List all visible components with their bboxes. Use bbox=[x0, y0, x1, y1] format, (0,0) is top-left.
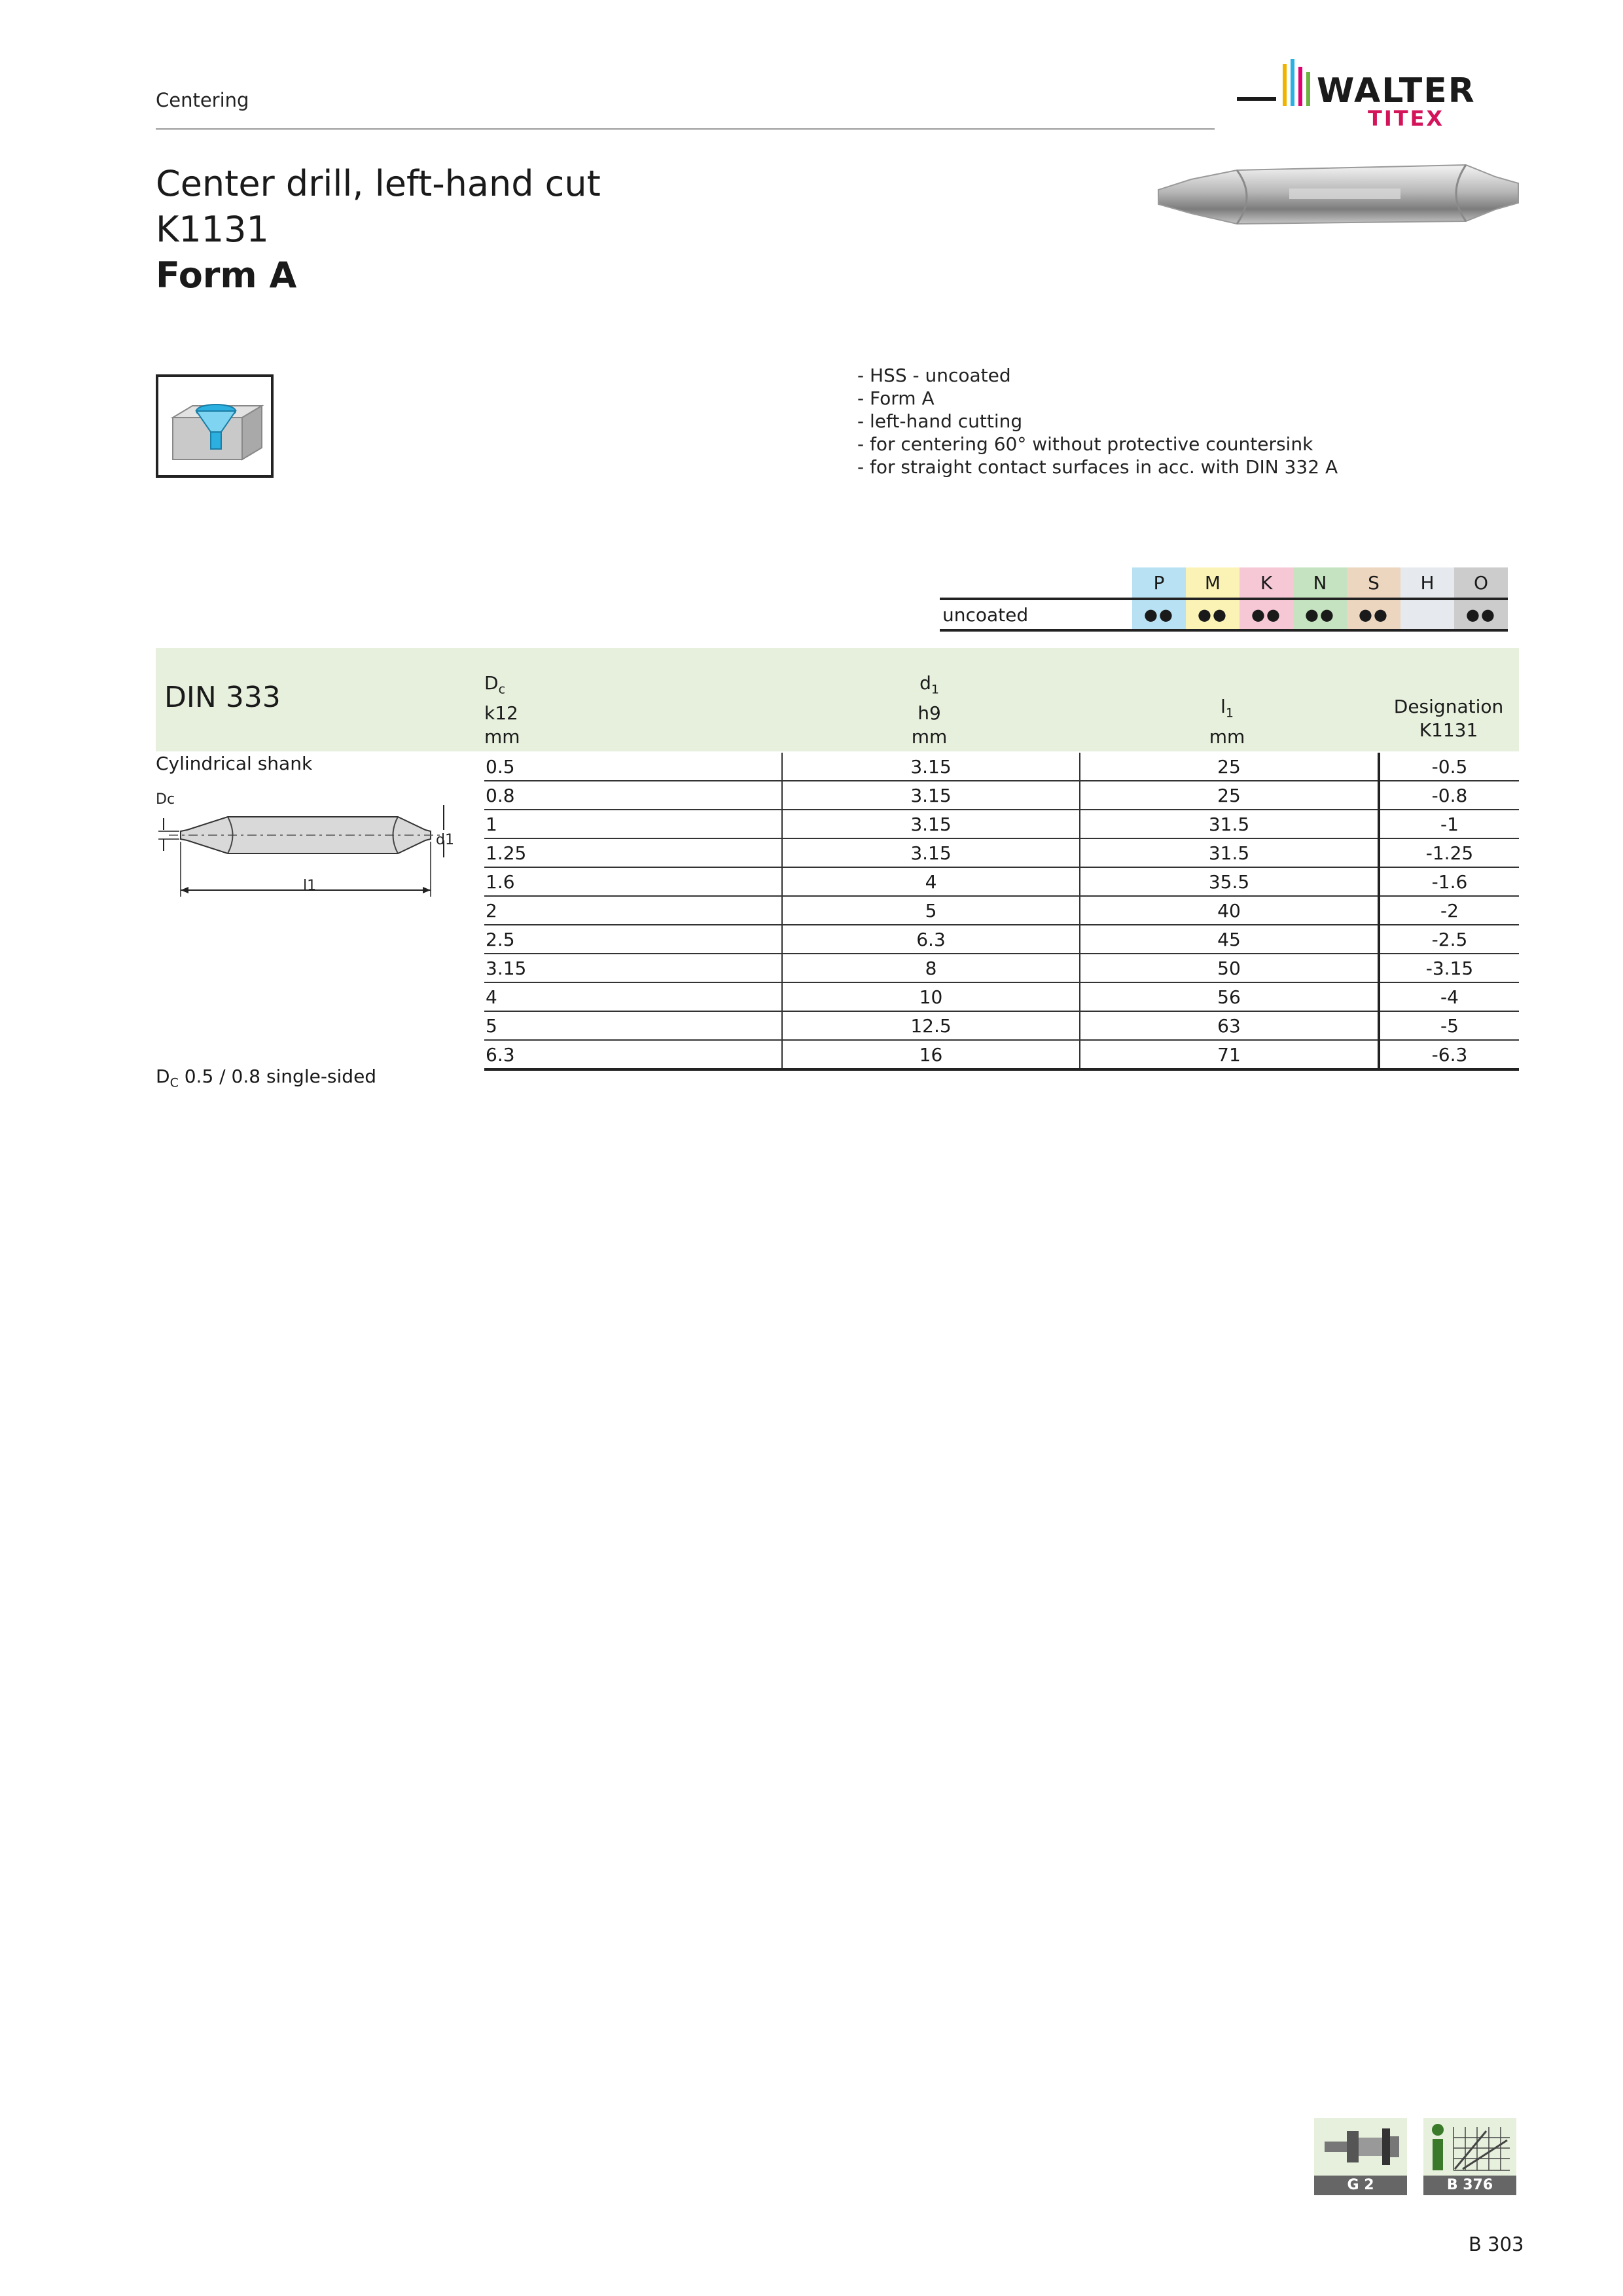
dc-tolerance: k12 bbox=[484, 702, 518, 724]
feature-item: - HSS - uncoated bbox=[857, 365, 1011, 386]
cell-dc: 2 bbox=[484, 896, 782, 925]
table-row bbox=[484, 781, 1519, 810]
material-suitability-table bbox=[940, 567, 1508, 632]
cell-d1: 8 bbox=[782, 954, 1080, 982]
l1-symbol: l bbox=[1221, 696, 1226, 717]
cell-designation: -3.15 bbox=[1379, 954, 1519, 982]
cell-designation: -2.5 bbox=[1379, 925, 1519, 954]
cell-l1: 56 bbox=[1080, 982, 1379, 1011]
diagram-d1-label: d1 bbox=[436, 832, 454, 848]
rating-p: ●● bbox=[1132, 599, 1186, 630]
section-label: Centering bbox=[156, 89, 249, 111]
material-header-p: P bbox=[1132, 567, 1186, 599]
table-row bbox=[484, 810, 1519, 838]
title-line-1: Center drill, left-hand cut bbox=[156, 163, 601, 204]
table-row bbox=[484, 753, 1519, 781]
table-row bbox=[484, 838, 1519, 867]
catalog-link-b376-label: B 376 bbox=[1423, 2176, 1516, 2195]
rating-o: ●● bbox=[1454, 599, 1508, 630]
cell-designation: -1.25 bbox=[1379, 838, 1519, 867]
cell-designation: -2 bbox=[1379, 896, 1519, 925]
designation-label: Designation bbox=[1393, 696, 1504, 717]
cell-dc: 0.5 bbox=[484, 753, 782, 781]
cell-dc: 0.8 bbox=[484, 781, 782, 810]
feature-item: - for straight contact surfaces in acc. with DIN 332 A bbox=[857, 456, 1338, 478]
logo-titex-text: TITEX bbox=[1368, 106, 1445, 131]
d1-symbol: d bbox=[919, 672, 931, 694]
cell-designation: -5 bbox=[1379, 1011, 1519, 1040]
cell-l1: 45 bbox=[1080, 925, 1379, 954]
table-row bbox=[484, 982, 1519, 1011]
material-header-o: O bbox=[1454, 567, 1508, 599]
diagram-l1-label: l1 bbox=[303, 878, 317, 894]
material-header-blank bbox=[940, 567, 1132, 599]
cell-designation: -0.5 bbox=[1379, 753, 1519, 781]
d1-unit: mm bbox=[911, 725, 948, 747]
cell-dc: 1.25 bbox=[484, 838, 782, 867]
l1-unit: mm bbox=[1209, 725, 1245, 747]
cell-d1: 6.3 bbox=[782, 925, 1080, 954]
feature-item: - left-hand cutting bbox=[857, 410, 1023, 432]
info-chart-icon bbox=[1423, 2118, 1516, 2176]
title-line-2: K1131 bbox=[156, 209, 269, 250]
cell-d1: 3.15 bbox=[782, 838, 1080, 867]
cell-l1: 25 bbox=[1080, 753, 1379, 781]
cell-l1: 50 bbox=[1080, 954, 1379, 982]
table-row bbox=[484, 867, 1519, 896]
diagram-dc-label: Dc bbox=[156, 792, 175, 808]
cell-d1: 5 bbox=[782, 896, 1080, 925]
walter-titex-logo bbox=[1237, 58, 1525, 136]
col-header-dc bbox=[484, 672, 520, 749]
cell-d1: 12.5 bbox=[782, 1011, 1080, 1040]
cell-l1: 63 bbox=[1080, 1011, 1379, 1040]
table-row bbox=[484, 1011, 1519, 1040]
material-header-row bbox=[940, 567, 1508, 599]
coating-label: uncoated bbox=[940, 599, 1132, 630]
countersink-icon bbox=[156, 374, 274, 478]
table-row bbox=[484, 1040, 1519, 1069]
cell-d1: 3.15 bbox=[782, 781, 1080, 810]
col-header-d1 bbox=[864, 672, 995, 749]
cell-l1: 35.5 bbox=[1080, 867, 1379, 896]
shank-type-label: Cylindrical shank bbox=[156, 753, 313, 774]
page-number: B 303 bbox=[1469, 2233, 1524, 2255]
footnote-symbol: D bbox=[156, 1066, 170, 1087]
cell-l1: 31.5 bbox=[1080, 838, 1379, 867]
catalog-link-g2-label: G 2 bbox=[1314, 2176, 1407, 2195]
dc-unit: mm bbox=[484, 725, 520, 747]
center-drill-image bbox=[1152, 151, 1525, 242]
product-title bbox=[156, 161, 601, 298]
feature-item: - Form A bbox=[857, 387, 935, 409]
material-header-n: N bbox=[1293, 567, 1347, 599]
cell-dc: 3.15 bbox=[484, 954, 782, 982]
cell-dc: 2.5 bbox=[484, 925, 782, 954]
feature-item: - for centering 60° without protective countersink bbox=[857, 433, 1313, 455]
d1-tolerance: h9 bbox=[918, 702, 941, 724]
dc-subscript: c bbox=[498, 682, 506, 697]
dc-symbol: D bbox=[484, 672, 499, 694]
material-header-h: H bbox=[1400, 567, 1454, 599]
catalog-link-g2[interactable] bbox=[1314, 2118, 1407, 2195]
cell-d1: 3.15 bbox=[782, 810, 1080, 838]
material-header-s: S bbox=[1347, 567, 1400, 599]
col-header-l1 bbox=[1162, 695, 1293, 749]
l1-subscript: 1 bbox=[1225, 706, 1234, 721]
cell-d1: 10 bbox=[782, 982, 1080, 1011]
rating-n: ●● bbox=[1293, 599, 1347, 630]
designation-code: K1131 bbox=[1419, 719, 1478, 741]
rating-h bbox=[1400, 599, 1454, 630]
logo-walter-text: WALTER bbox=[1317, 71, 1476, 111]
cell-dc: 6.3 bbox=[484, 1040, 782, 1069]
material-rating-row bbox=[940, 599, 1508, 630]
header-rule bbox=[156, 128, 1215, 130]
cell-designation: -0.8 bbox=[1379, 781, 1519, 810]
center-drill-dimension-diagram bbox=[156, 792, 463, 910]
cell-l1: 40 bbox=[1080, 896, 1379, 925]
rating-k: ●● bbox=[1240, 599, 1293, 630]
material-header-m: M bbox=[1186, 567, 1240, 599]
table-row bbox=[484, 896, 1519, 925]
footnote bbox=[156, 1066, 376, 1090]
cell-l1: 71 bbox=[1080, 1040, 1379, 1069]
cell-dc: 1.6 bbox=[484, 867, 782, 896]
cell-designation: -1 bbox=[1379, 810, 1519, 838]
feature-list bbox=[857, 364, 1338, 478]
cell-designation: -6.3 bbox=[1379, 1040, 1519, 1069]
cell-d1: 16 bbox=[782, 1040, 1080, 1069]
catalog-link-b376[interactable] bbox=[1423, 2118, 1516, 2195]
d1-subscript: 1 bbox=[931, 682, 939, 697]
rating-s: ●● bbox=[1347, 599, 1400, 630]
footnote-subscript: C bbox=[169, 1075, 179, 1090]
cell-dc: 4 bbox=[484, 982, 782, 1011]
dimensions-table bbox=[484, 753, 1519, 1071]
din-header-band bbox=[156, 648, 1519, 751]
table-row bbox=[484, 925, 1519, 954]
din-standard-title: DIN 333 bbox=[164, 681, 281, 714]
cell-l1: 25 bbox=[1080, 781, 1379, 810]
col-header-designation bbox=[1378, 695, 1519, 742]
rating-m: ●● bbox=[1186, 599, 1240, 630]
cell-l1: 31.5 bbox=[1080, 810, 1379, 838]
table-row bbox=[484, 954, 1519, 982]
cell-dc: 1 bbox=[484, 810, 782, 838]
cell-d1: 3.15 bbox=[782, 753, 1080, 781]
cell-d1: 4 bbox=[782, 867, 1080, 896]
cell-designation: -1.6 bbox=[1379, 867, 1519, 896]
cell-designation: -4 bbox=[1379, 982, 1519, 1011]
tool-holder-icon bbox=[1314, 2118, 1407, 2176]
cell-dc: 5 bbox=[484, 1011, 782, 1040]
title-line-3: Form A bbox=[156, 255, 297, 296]
material-header-k: K bbox=[1240, 567, 1293, 599]
footnote-text: 0.5 / 0.8 single-sided bbox=[178, 1066, 377, 1087]
